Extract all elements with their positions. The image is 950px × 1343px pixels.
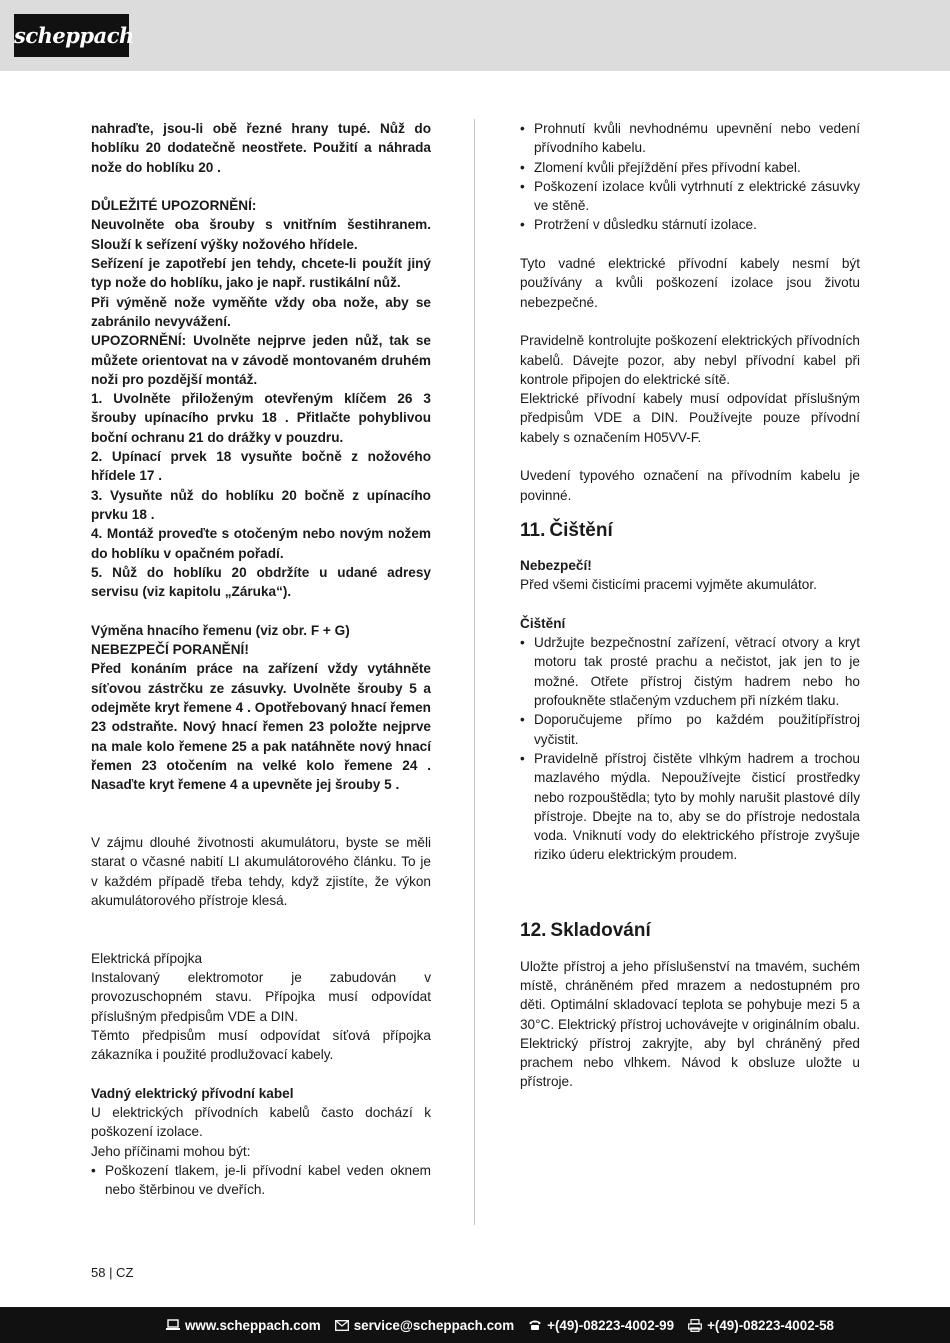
step-item: 1. Uvolněte přiloženým otevřeným klíčem 26 3 šrouby upínacího prvku 18 . Přitlačte pohyblivou boční ochranu 21 do drážky v pouzdru. — [91, 391, 431, 445]
bullet-list — [520, 633, 860, 865]
paragraph: Před všemi čisticími pracemi vyjměte akumulátor. — [520, 577, 817, 593]
page-number: 58 | CZ — [91, 1265, 134, 1280]
step-item: 2. Upínací prvek 18 vysuňte bočně z nožového hřídele 17 . — [91, 449, 431, 484]
list-item: • Pravidelně přístroj čistěte vlhkým hadrem a trochou mazlavého mýdla. Nepoužívejte čisticí prostředky nebo rozpouštědla; tyto by mohly narušit plastové díly přístroje. Dbejte na to, aby se do přístroje nedostala voda. Vniknutí vody do elektrického přístroje zvyšuje riziko úderu elektrickým proudem. — [520, 749, 860, 865]
paragraph: Seřízení je zapotřebí jen tehdy, chcete-li použít jiný typ nože do hoblíku, jako je např. rustikální nůž. — [91, 256, 431, 291]
section-heading-cleaning — [520, 517, 860, 545]
electric-title: Elektrická přípojka — [91, 950, 203, 966]
section-number: 11. — [520, 519, 546, 541]
step-item: 3. Vysuňte nůž do hoblíku 20 bočně z upínacího prvku 18 . — [91, 487, 431, 522]
section-title: Čištění — [549, 519, 613, 541]
paragraph: Těmto předpisům musí odpovídat síťová přípojka zákazníka i použité prodlužovací kabely. — [91, 1027, 431, 1063]
list-item: • Prohnutí kvůli nevhodnému upevnění nebo vedení přívodního kabelu. — [520, 119, 860, 158]
footer-website[interactable] — [166, 1318, 321, 1333]
paragraph: nahraďte, jsou-li obě řezné hrany tupé. Nůž do hoblíku 20 dodatečně neostřete. Použití a náhrada nože do hoblíku 20 . — [91, 121, 431, 175]
fax-number[interactable]: +(49)-08223-4002-58 — [707, 1317, 834, 1333]
paragraph: UPOZORNĚNÍ: Uvolněte nejprve jeden nůž, tak se můžete orientovat na v závodě montovaném druhém noži pro pozdější montáž. — [91, 333, 431, 387]
belt-danger: NEBEZPEČÍ PORANĚNÍ! — [91, 642, 249, 658]
section-heading-storage — [520, 917, 860, 945]
list-item: • Protržení v důsledku stárnutí izolace. — [520, 215, 860, 234]
column-divider — [474, 119, 475, 1225]
paragraph: Při výměně nože vyměňte vždy oba nože, aby se zabránilo nevyvážení. — [91, 294, 431, 329]
bullet-list — [520, 119, 860, 235]
phone-number[interactable]: +(49)-08223-4002-99 — [547, 1317, 675, 1333]
list-item: • Zlomení kvůli přejíždění přes přívodní kabel. — [520, 158, 860, 177]
list-item: • Udržujte bezpečnostní zařízení, větrací otvory a kryt motoru tak prosté prachu a nečistot, jak jen to je možné. Otřete přístroj čistým hadrem nebo ho profoukněte stlačeným vzduchem při nízkém tlaku. — [520, 633, 860, 710]
email-link[interactable]: service@scheppach.com — [353, 1317, 515, 1333]
website-link[interactable]: www.scheppach.com — [185, 1317, 321, 1333]
footer-email[interactable] — [335, 1318, 514, 1333]
important-title: DŮLEŽITÉ UPOZORNĚNÍ: — [91, 198, 257, 214]
paragraph: Uvedení typového označení na přívodním kabelu je povinné. — [520, 468, 860, 503]
paragraph: Pravidelně kontrolujte poškození elektrických přívodních kabelů. Dávejte pozor, aby nebyl přívodní kabel při kontrole připojen do elektrické sítě. — [520, 333, 860, 387]
paragraph: U elektrických přívodních kabelů často dochází k poškození izolace. — [91, 1105, 431, 1140]
scheppach-logo: scheppach — [14, 14, 129, 57]
paragraph: Uložte přístroj a jeho příslušenství na tmavém, suchém místě, chráněném před mrazem a nedostupném pro děti. Optimální skladovací teplota se pohybuje mezi 5 a 30°C. Elektrický přístroj uchovávejte v originálním obalu. Elektrický přístroj zakryjte, aby byl chráněný před prachem nebo vlhkem. Návod k obsluze uložte u přístroje. — [520, 958, 860, 1090]
cable-title: Vadný elektrický přívodní kabel — [91, 1085, 294, 1101]
list-item: • Doporučujeme přímo po každém použitípřístroj vyčistit. — [520, 710, 860, 749]
header-bar — [0, 0, 950, 71]
paragraph: V zájmu dlouhé životnosti akumulátoru, byste se měli starat o včasné nabití LI akumulátorového článku. To je v každém případě třeba tehdy, když zjistíte, že výkon akumulátorového přístroje klesá. — [91, 834, 431, 908]
computer-icon — [166, 1318, 180, 1332]
danger-title: Nebezpečí! — [520, 557, 592, 573]
paragraph: Instalovaný elektromotor je zabudován v provozuschopném stavu. Přípojka musí odpovídat příslušným předpisům VDE a DIN. — [91, 970, 431, 1024]
paragraph: Neuvolněte oba šrouby s vnitřním šestihranem. Slouží k seřízení výšky nožového hřídele. — [91, 217, 431, 252]
step-item: 4. Montáž proveďte s otočeným nebo novým nožem do hoblíku v opačném pořadí. — [91, 526, 431, 561]
belt-title: Výměna hnacího řemenu (viz obr. F + G) — [91, 622, 350, 638]
paragraph: Tyto vadné elektrické přívodní kabely nesmí být používány a kvůli poškození izolace jsou životu nebezpečné. — [520, 256, 860, 310]
footer-fax[interactable] — [688, 1318, 834, 1333]
bullet-list — [91, 1161, 431, 1200]
paragraph: Jeho příčinami mohou být: — [91, 1143, 251, 1159]
footer-bar — [0, 1307, 950, 1343]
right-column — [520, 119, 860, 1092]
section-number: 12. — [520, 919, 547, 941]
list-item: • Poškození tlakem, je-li přívodní kabel veden oknem nebo štěrbinou ve dveřích. — [91, 1161, 431, 1200]
list-item: • Poškození izolace kvůli vytrhnutí z elektrické zásuvky ve stěně. — [520, 177, 860, 216]
mail-icon — [335, 1318, 349, 1332]
left-column — [91, 119, 431, 1200]
paragraph: Před konáním práce na zařízení vždy vytáhněte síťovou zástrčku ze zásuvky. Uvolněte šrouby 5 a odejměte kryt řemene 4 . Opotřebovaný hnací řemen 23 odstraňte. Nový hnací řemen 23 položte nejprve na male kolo řemene 25 a pak natáhněte nový hnací řemen 23 otočením na velké kolo řemene 24 . Nasaďte kryt řemene 4 a upevněte jej šrouby 5 . — [91, 661, 431, 793]
fax-icon — [688, 1318, 702, 1332]
phone-icon — [528, 1318, 542, 1332]
clean-title: Čištění — [520, 615, 566, 631]
footer-phone[interactable] — [528, 1318, 674, 1333]
paragraph: Elektrické přívodní kabely musí odpovídat příslušným předpisům VDE a DIN. Používejte pouze přívodní kabely s označením H05VV-F. — [520, 391, 860, 445]
step-item: 5. Nůž do hoblíku 20 obdržíte u udané adresy servisu (viz kapitolu „Záruka“). — [91, 564, 431, 600]
section-title: Skladování — [550, 919, 651, 941]
